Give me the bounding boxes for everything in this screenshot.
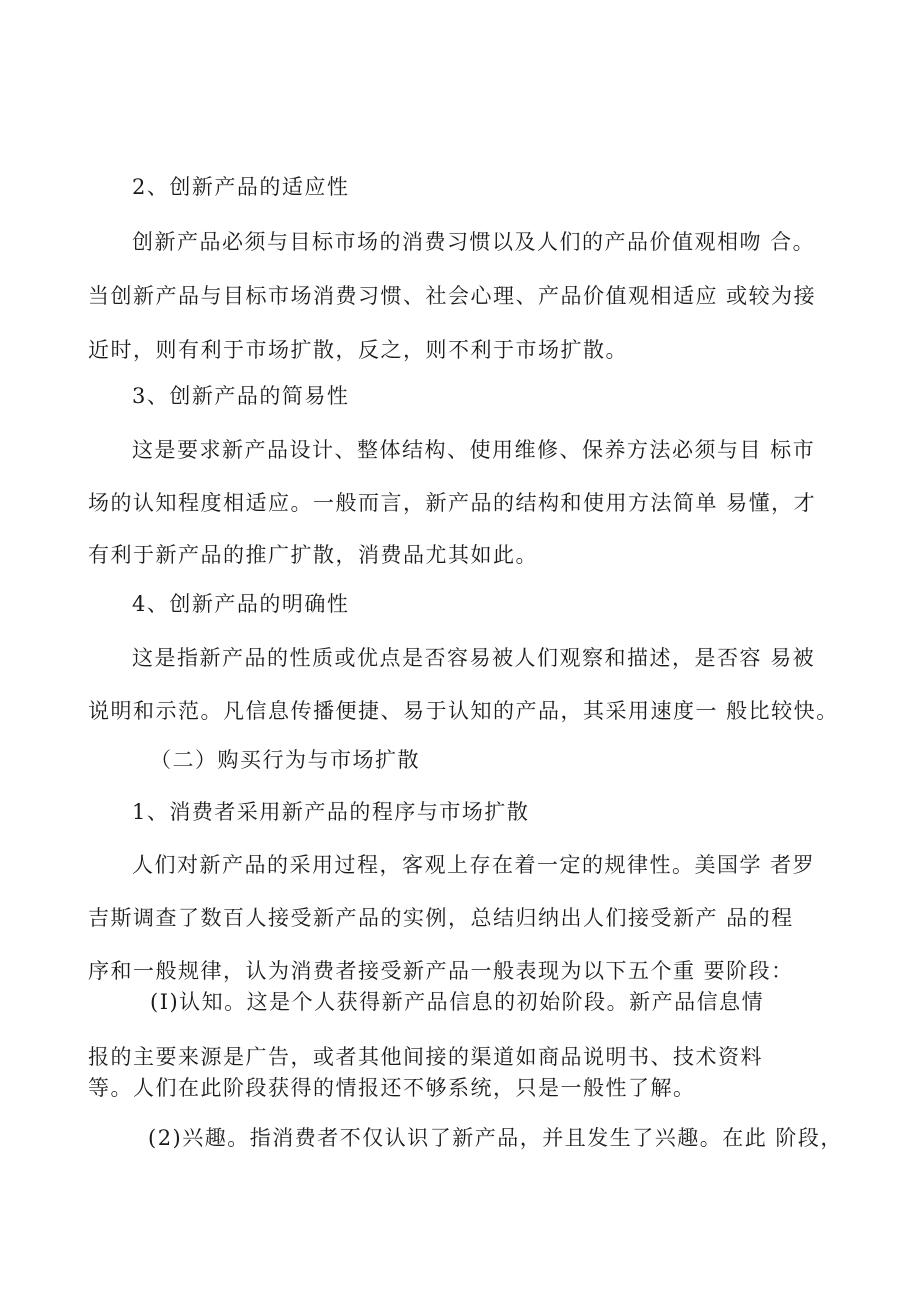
paragraph-line: 创新产品必须与目标市场的消费习惯以及人们的产品价值观相吻 合。 bbox=[132, 230, 816, 254]
paragraph-line: 序和一般规律，认为消费者接受新产品一般表现为以下五个重 要阶段： bbox=[88, 959, 794, 983]
paragraph-line: 近时，则有利于市场扩散，反之，则不利于市场扩散。 bbox=[88, 338, 628, 362]
section-heading: 2、创新产品的适应性 bbox=[132, 175, 350, 199]
paragraph-line: (2)兴趣。指消费者不仅认识了新产品，并且发生了兴趣。在此 阶段， bbox=[148, 1126, 843, 1150]
section-heading: 3、创新产品的简易性 bbox=[132, 384, 350, 408]
paragraph-line: 这是要求新产品设计、整体结构、使用维修、保养方法必须与目 标市 bbox=[132, 438, 816, 462]
section-heading: 4、创新产品的明确性 bbox=[132, 592, 350, 616]
paragraph-line: 吉斯调查了数百人接受新产品的实例，总结归纳出人们接受新产 品的程 bbox=[88, 906, 794, 930]
paragraph-line: 人们对新产品的采用过程，客观上存在着一定的规律性。美国学 者罗 bbox=[132, 853, 816, 877]
paragraph-line: 等。人们在此阶段获得的情报还不够系统，只是一般性了解。 bbox=[88, 1076, 696, 1100]
subsection-heading: （二）购买行为与市场扩散 bbox=[150, 748, 420, 772]
paragraph-line: 说明和示范。凡信息传播便捷、易于认知的产品，其采用速度一 般比较快。 bbox=[88, 699, 839, 723]
paragraph-line: (I)认知。这是个人获得新产品信息的初始阶段。新产品信息情 bbox=[150, 990, 765, 1014]
paragraph-line: 这是指新产品的性质或优点是否容易被人们观察和描述，是否容 易被 bbox=[132, 646, 816, 670]
paragraph-line: 报的主要来源是广告，或者其他间接的渠道如商品说明书、技术资料 bbox=[88, 1045, 763, 1069]
section-heading: 1、消费者采用新产品的程序与市场扩散 bbox=[132, 800, 530, 824]
paragraph-line: 有利于新产品的推广扩散，消费品尤其如此。 bbox=[88, 543, 538, 567]
paragraph-line: 场的认知程度相适应。一般而言，新产品的结构和使用方法简单 易懂，才 bbox=[88, 491, 817, 515]
paragraph-line: 当创新产品与目标市场消费习惯、社会心理、产品价值观相适应 或较为接 bbox=[88, 284, 817, 308]
